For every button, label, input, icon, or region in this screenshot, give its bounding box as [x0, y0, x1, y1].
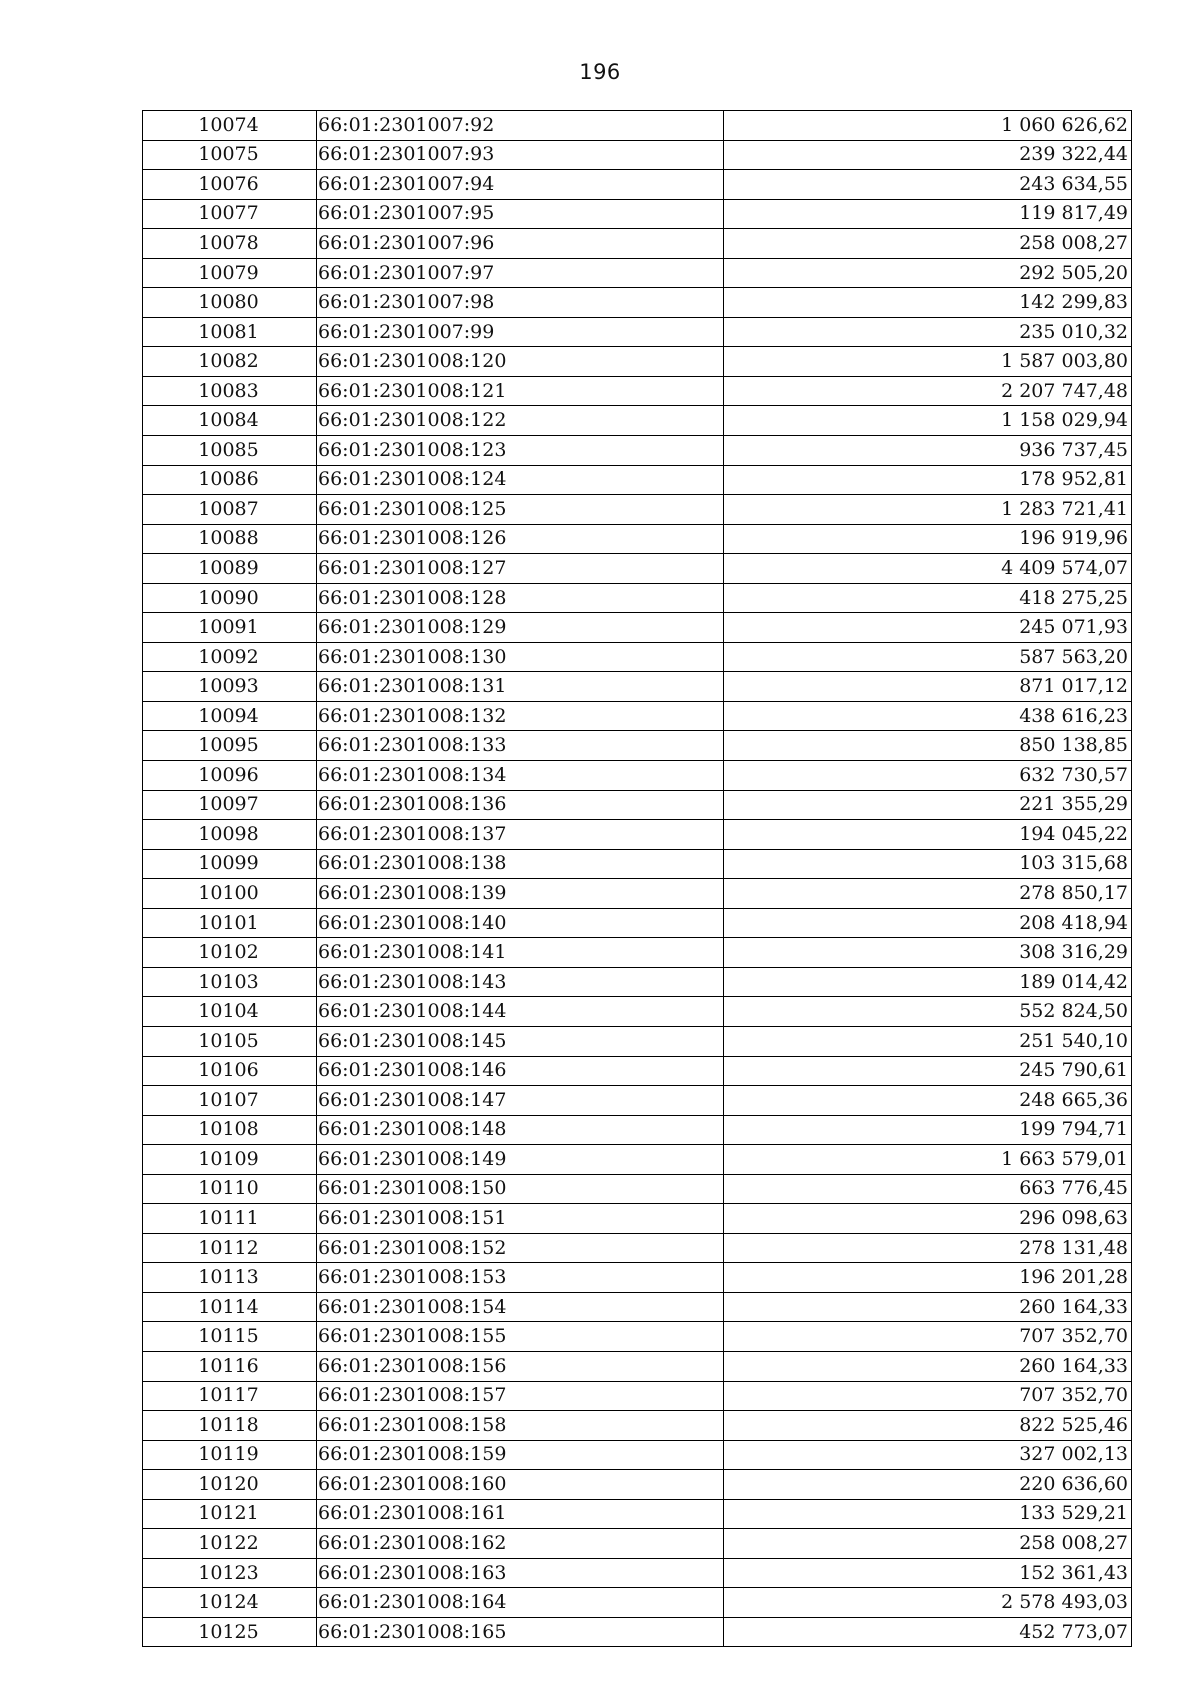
- cadastral-number-cell: 66:01:2301007:92: [317, 111, 724, 141]
- cadastral-value-table: [142, 110, 1132, 1647]
- row-number-cell: 10120: [143, 1470, 317, 1500]
- row-number-cell: 10074: [143, 111, 317, 141]
- cadastral-number-cell: 66:01:2301008:161: [317, 1499, 724, 1529]
- cadastral-value-cell: 292 505,20: [724, 258, 1132, 288]
- row-number-cell: 10082: [143, 347, 317, 377]
- cadastral-value-cell: 199 794,71: [724, 1115, 1132, 1145]
- cadastral-number-cell: 66:01:2301008:156: [317, 1351, 724, 1381]
- table-row: [143, 908, 1132, 938]
- cadastral-value-cell: 235 010,32: [724, 317, 1132, 347]
- cadastral-number-cell: 66:01:2301008:138: [317, 849, 724, 879]
- table-row: [143, 820, 1132, 850]
- table-row: [143, 1499, 1132, 1529]
- row-number-cell: 10105: [143, 1026, 317, 1056]
- table-row: [143, 790, 1132, 820]
- cadastral-number-cell: 66:01:2301008:137: [317, 820, 724, 850]
- table-row: [143, 347, 1132, 377]
- table-row: [143, 1588, 1132, 1618]
- cadastral-number-cell: 66:01:2301008:143: [317, 967, 724, 997]
- table-row: [143, 1233, 1132, 1263]
- cadastral-value-cell: 178 952,81: [724, 465, 1132, 495]
- cadastral-value-cell: 936 737,45: [724, 436, 1132, 466]
- cadastral-value-cell: 243 634,55: [724, 170, 1132, 200]
- cadastral-number-cell: 66:01:2301008:126: [317, 524, 724, 554]
- cadastral-number-cell: 66:01:2301008:131: [317, 672, 724, 702]
- table-row: [143, 1263, 1132, 1293]
- cadastral-value-cell: 278 131,48: [724, 1233, 1132, 1263]
- table-row: [143, 997, 1132, 1027]
- cadastral-number-cell: 66:01:2301008:150: [317, 1174, 724, 1204]
- cadastral-number-cell: 66:01:2301008:157: [317, 1381, 724, 1411]
- cadastral-number-cell: 66:01:2301007:98: [317, 288, 724, 318]
- table-row: [143, 495, 1132, 525]
- cadastral-value-cell: 663 776,45: [724, 1174, 1132, 1204]
- row-number-cell: 10112: [143, 1233, 317, 1263]
- row-number-cell: 10107: [143, 1086, 317, 1116]
- cadastral-value-cell: 133 529,21: [724, 1499, 1132, 1529]
- table-row: [143, 1204, 1132, 1234]
- cadastral-value-cell: 189 014,42: [724, 967, 1132, 997]
- row-number-cell: 10077: [143, 199, 317, 229]
- table-row: [143, 436, 1132, 466]
- row-number-cell: 10098: [143, 820, 317, 850]
- table-row: [143, 288, 1132, 318]
- cadastral-value-cell: 452 773,07: [724, 1617, 1132, 1647]
- cadastral-value-cell: 196 919,96: [724, 524, 1132, 554]
- row-number-cell: 10079: [143, 258, 317, 288]
- cadastral-value-cell: 208 418,94: [724, 908, 1132, 938]
- table-row: [143, 613, 1132, 643]
- table-row: [143, 967, 1132, 997]
- row-number-cell: 10088: [143, 524, 317, 554]
- cadastral-number-cell: 66:01:2301007:94: [317, 170, 724, 200]
- table-row: [143, 1145, 1132, 1175]
- table-row: [143, 1558, 1132, 1588]
- row-number-cell: 10124: [143, 1588, 317, 1618]
- row-number-cell: 10113: [143, 1263, 317, 1293]
- cadastral-number-cell: 66:01:2301007:95: [317, 199, 724, 229]
- cadastral-number-cell: 66:01:2301008:121: [317, 376, 724, 406]
- row-number-cell: 10092: [143, 642, 317, 672]
- row-number-cell: 10087: [143, 495, 317, 525]
- table-row: [143, 554, 1132, 584]
- cadastral-number-cell: 66:01:2301008:153: [317, 1263, 724, 1293]
- cadastral-value-cell: 220 636,60: [724, 1470, 1132, 1500]
- table-row: [143, 111, 1132, 141]
- cadastral-number-cell: 66:01:2301008:133: [317, 731, 724, 761]
- table-row: [143, 849, 1132, 879]
- cadastral-value-cell: 1 158 029,94: [724, 406, 1132, 436]
- row-number-cell: 10081: [143, 317, 317, 347]
- table-row: [143, 1115, 1132, 1145]
- cadastral-value-cell: 142 299,83: [724, 288, 1132, 318]
- table-row: [143, 317, 1132, 347]
- row-number-cell: 10096: [143, 761, 317, 791]
- row-number-cell: 10080: [143, 288, 317, 318]
- table-row: [143, 1381, 1132, 1411]
- table-row: [143, 642, 1132, 672]
- table-row: [143, 406, 1132, 436]
- row-number-cell: 10095: [143, 731, 317, 761]
- cadastral-number-cell: 66:01:2301008:165: [317, 1617, 724, 1647]
- cadastral-value-cell: 278 850,17: [724, 879, 1132, 909]
- row-number-cell: 10101: [143, 908, 317, 938]
- row-number-cell: 10085: [143, 436, 317, 466]
- cadastral-number-cell: 66:01:2301008:154: [317, 1292, 724, 1322]
- cadastral-value-cell: 1 283 721,41: [724, 495, 1132, 525]
- cadastral-number-cell: 66:01:2301008:125: [317, 495, 724, 525]
- row-number-cell: 10084: [143, 406, 317, 436]
- cadastral-number-cell: 66:01:2301008:139: [317, 879, 724, 909]
- row-number-cell: 10102: [143, 938, 317, 968]
- row-number-cell: 10103: [143, 967, 317, 997]
- cadastral-value-cell: 245 790,61: [724, 1056, 1132, 1086]
- cadastral-number-cell: 66:01:2301008:146: [317, 1056, 724, 1086]
- cadastral-value-cell: 221 355,29: [724, 790, 1132, 820]
- cadastral-value-cell: 632 730,57: [724, 761, 1132, 791]
- cadastral-value-cell: 871 017,12: [724, 672, 1132, 702]
- cadastral-value-cell: 258 008,27: [724, 229, 1132, 259]
- table-row: [143, 1351, 1132, 1381]
- table-row: [143, 701, 1132, 731]
- row-number-cell: 10118: [143, 1411, 317, 1441]
- row-number-cell: 10097: [143, 790, 317, 820]
- cadastral-number-cell: 66:01:2301008:160: [317, 1470, 724, 1500]
- cadastral-number-cell: 66:01:2301008:127: [317, 554, 724, 584]
- cadastral-value-cell: 327 002,13: [724, 1440, 1132, 1470]
- row-number-cell: 10093: [143, 672, 317, 702]
- cadastral-value-cell: 251 540,10: [724, 1026, 1132, 1056]
- row-number-cell: 10076: [143, 170, 317, 200]
- table-row: [143, 1411, 1132, 1441]
- cadastral-number-cell: 66:01:2301008:122: [317, 406, 724, 436]
- cadastral-value-cell: 1 060 626,62: [724, 111, 1132, 141]
- table-row: [143, 229, 1132, 259]
- row-number-cell: 10114: [143, 1292, 317, 1322]
- row-number-cell: 10106: [143, 1056, 317, 1086]
- row-number-cell: 10090: [143, 583, 317, 613]
- table-row: [143, 1617, 1132, 1647]
- table-row: [143, 199, 1132, 229]
- cadastral-value-cell: 239 322,44: [724, 140, 1132, 170]
- cadastral-number-cell: 66:01:2301008:134: [317, 761, 724, 791]
- row-number-cell: 10109: [143, 1145, 317, 1175]
- cadastral-value-cell: 260 164,33: [724, 1351, 1132, 1381]
- cadastral-value-cell: 850 138,85: [724, 731, 1132, 761]
- cadastral-value-cell: 194 045,22: [724, 820, 1132, 850]
- cadastral-number-cell: 66:01:2301008:141: [317, 938, 724, 968]
- row-number-cell: 10089: [143, 554, 317, 584]
- row-number-cell: 10075: [143, 140, 317, 170]
- cadastral-number-cell: 66:01:2301008:130: [317, 642, 724, 672]
- cadastral-value-cell: 438 616,23: [724, 701, 1132, 731]
- table-row: [143, 1440, 1132, 1470]
- cadastral-number-cell: 66:01:2301008:120: [317, 347, 724, 377]
- table-row: [143, 879, 1132, 909]
- row-number-cell: 10110: [143, 1174, 317, 1204]
- cadastral-number-cell: 66:01:2301007:99: [317, 317, 724, 347]
- table-row: [143, 170, 1132, 200]
- cadastral-number-cell: 66:01:2301008:148: [317, 1115, 724, 1145]
- row-number-cell: 10121: [143, 1499, 317, 1529]
- row-number-cell: 10078: [143, 229, 317, 259]
- table-row: [143, 1056, 1132, 1086]
- table-row: [143, 376, 1132, 406]
- cadastral-number-cell: 66:01:2301008:164: [317, 1588, 724, 1618]
- row-number-cell: 10111: [143, 1204, 317, 1234]
- table-row: [143, 1086, 1132, 1116]
- cadastral-number-cell: 66:01:2301008:163: [317, 1558, 724, 1588]
- cadastral-number-cell: 66:01:2301008:128: [317, 583, 724, 613]
- cadastral-value-cell: 587 563,20: [724, 642, 1132, 672]
- table-row: [143, 140, 1132, 170]
- cadastral-value-cell: 707 352,70: [724, 1322, 1132, 1352]
- row-number-cell: 10099: [143, 849, 317, 879]
- row-number-cell: 10083: [143, 376, 317, 406]
- row-number-cell: 10119: [143, 1440, 317, 1470]
- row-number-cell: 10108: [143, 1115, 317, 1145]
- cadastral-value-cell: 418 275,25: [724, 583, 1132, 613]
- cadastral-number-cell: 66:01:2301008:136: [317, 790, 724, 820]
- cadastral-value-cell: 248 665,36: [724, 1086, 1132, 1116]
- cadastral-value-cell: 103 315,68: [724, 849, 1132, 879]
- row-number-cell: 10115: [143, 1322, 317, 1352]
- table-row: [143, 465, 1132, 495]
- table-row: [143, 258, 1132, 288]
- cadastral-value-cell: 1 587 003,80: [724, 347, 1132, 377]
- table-row: [143, 524, 1132, 554]
- cadastral-number-cell: 66:01:2301007:96: [317, 229, 724, 259]
- cadastral-value-cell: 552 824,50: [724, 997, 1132, 1027]
- cadastral-value-cell: 2 578 493,03: [724, 1588, 1132, 1618]
- cadastral-number-cell: 66:01:2301008:132: [317, 701, 724, 731]
- cadastral-value-cell: 119 817,49: [724, 199, 1132, 229]
- row-number-cell: 10086: [143, 465, 317, 495]
- cadastral-value-cell: 4 409 574,07: [724, 554, 1132, 584]
- table-body: [143, 111, 1132, 1647]
- cadastral-number-cell: 66:01:2301008:140: [317, 908, 724, 938]
- cadastral-number-cell: 66:01:2301008:123: [317, 436, 724, 466]
- table-row: [143, 1322, 1132, 1352]
- cadastral-value-cell: 260 164,33: [724, 1292, 1132, 1322]
- row-number-cell: 10094: [143, 701, 317, 731]
- table-row: [143, 1529, 1132, 1559]
- cadastral-value-cell: 258 008,27: [724, 1529, 1132, 1559]
- row-number-cell: 10123: [143, 1558, 317, 1588]
- row-number-cell: 10100: [143, 879, 317, 909]
- table-row: [143, 1026, 1132, 1056]
- cadastral-number-cell: 66:01:2301008:124: [317, 465, 724, 495]
- table-row: [143, 672, 1132, 702]
- cadastral-value-cell: 1 663 579,01: [724, 1145, 1132, 1175]
- cadastral-number-cell: 66:01:2301008:155: [317, 1322, 724, 1352]
- cadastral-value-cell: 2 207 747,48: [724, 376, 1132, 406]
- cadastral-value-cell: 152 361,43: [724, 1558, 1132, 1588]
- table-row: [143, 731, 1132, 761]
- cadastral-number-cell: 66:01:2301008:145: [317, 1026, 724, 1056]
- table-row: [143, 1292, 1132, 1322]
- cadastral-number-cell: 66:01:2301008:149: [317, 1145, 724, 1175]
- row-number-cell: 10122: [143, 1529, 317, 1559]
- cadastral-value-cell: 822 525,46: [724, 1411, 1132, 1441]
- table-row: [143, 1174, 1132, 1204]
- row-number-cell: 10104: [143, 997, 317, 1027]
- table-row: [143, 761, 1132, 791]
- cadastral-number-cell: 66:01:2301008:151: [317, 1204, 724, 1234]
- cadastral-number-cell: 66:01:2301008:152: [317, 1233, 724, 1263]
- cadastral-value-cell: 296 098,63: [724, 1204, 1132, 1234]
- table-row: [143, 583, 1132, 613]
- cadastral-value-cell: 707 352,70: [724, 1381, 1132, 1411]
- cadastral-number-cell: 66:01:2301008:159: [317, 1440, 724, 1470]
- row-number-cell: 10091: [143, 613, 317, 643]
- row-number-cell: 10125: [143, 1617, 317, 1647]
- cadastral-number-cell: 66:01:2301008:129: [317, 613, 724, 643]
- row-number-cell: 10116: [143, 1351, 317, 1381]
- cadastral-value-cell: 245 071,93: [724, 613, 1132, 643]
- cadastral-number-cell: 66:01:2301007:97: [317, 258, 724, 288]
- table-row: [143, 1470, 1132, 1500]
- cadastral-number-cell: 66:01:2301008:162: [317, 1529, 724, 1559]
- page-number: 196: [579, 60, 621, 84]
- cadastral-number-cell: 66:01:2301008:147: [317, 1086, 724, 1116]
- table-row: [143, 938, 1132, 968]
- cadastral-value-cell: 308 316,29: [724, 938, 1132, 968]
- cadastral-number-cell: 66:01:2301008:144: [317, 997, 724, 1027]
- row-number-cell: 10117: [143, 1381, 317, 1411]
- cadastral-number-cell: 66:01:2301007:93: [317, 140, 724, 170]
- cadastral-number-cell: 66:01:2301008:158: [317, 1411, 724, 1441]
- cadastral-value-cell: 196 201,28: [724, 1263, 1132, 1293]
